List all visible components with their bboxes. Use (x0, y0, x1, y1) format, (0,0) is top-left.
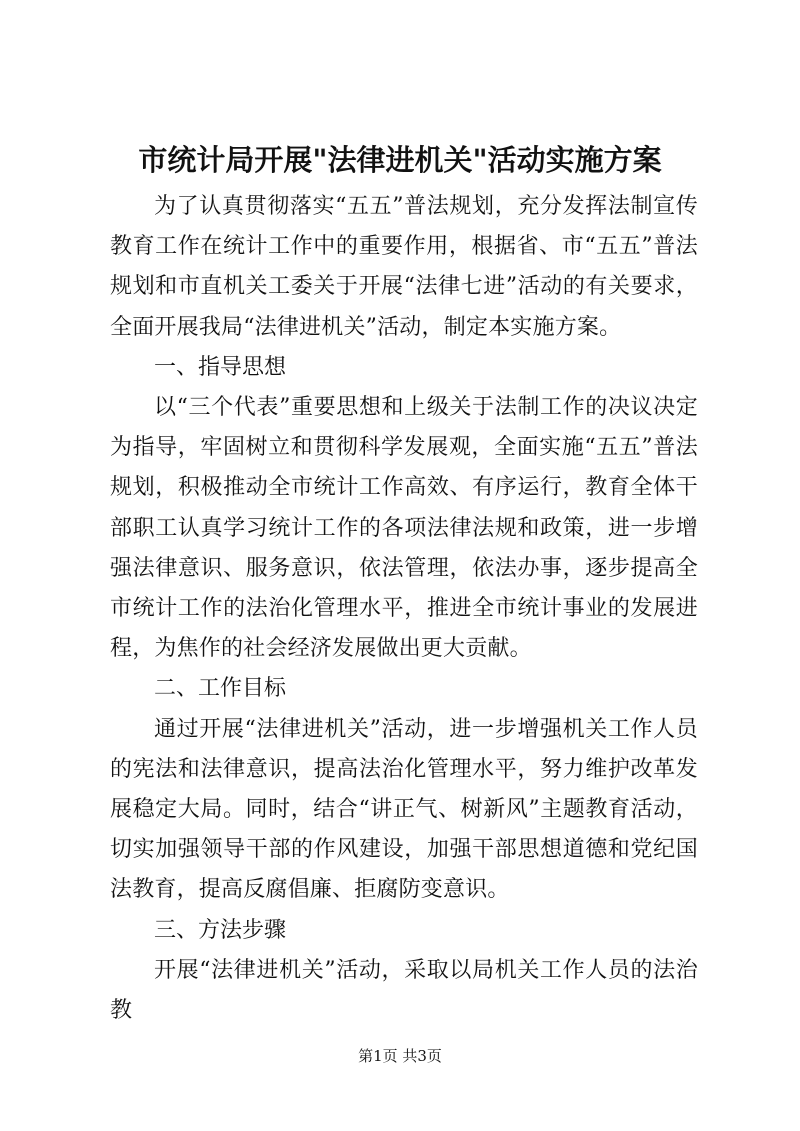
section-heading-work-goals: 二、工作目标 (154, 676, 287, 702)
guiding-thought-paragraph: 以“三个代表”重要思想和上级关于法制工作的决议决定为指导，牢固树立和贯彻科学发展观，全面实施“五五”普法规划，积极推动全市统计工作高效、有序运行，教育全体干部职工认真学习统计工作的各项法律法规和政策，进一步增强法律意识、服务意识，依法管理，依法办事，逐步提高全市统计工作的法治化管理水平，推进全市统计事业的发展进程，为焦作的社会经济发展做出更大贡献。 (110, 395, 698, 662)
document-title: 市统计局开展"法律进机关"活动实施方案 (138, 143, 662, 177)
intro-paragraph: 为了认真贯彻落实“五五”普法规划，充分发挥法制宣传教育工作在统计工作中的重要作用，根据省、市“五五”普法规划和市直机关工委关于开展“法律七进”活动的有关要求，全面开展我局“法律进机关”活动，制定本实施方案。 (110, 194, 698, 340)
methods-steps-paragraph: 开展“法律进机关”活动，采取以局机关工作人员的法治教 (110, 957, 698, 1024)
section-heading-methods-steps: 三、方法步骤 (154, 917, 287, 943)
section-heading-guiding-thought: 一、指导思想 (154, 354, 287, 380)
work-goals-paragraph: 通过开展“法律进机关”活动，进一步增强机关工作人员的宪法和法律意识，提高法治化管理水平，努力维护改革发展稳定大局。同时，结合“讲正气、树新风”主题教育活动，切实加强领导干部的作风建设，加强干部思想道德和党纪国法教育，提高反腐倡廉、拒腐防变意识。 (110, 716, 698, 903)
document-body (110, 187, 698, 1031)
page-number-footer: 第1页 共3页 (358, 1047, 442, 1065)
